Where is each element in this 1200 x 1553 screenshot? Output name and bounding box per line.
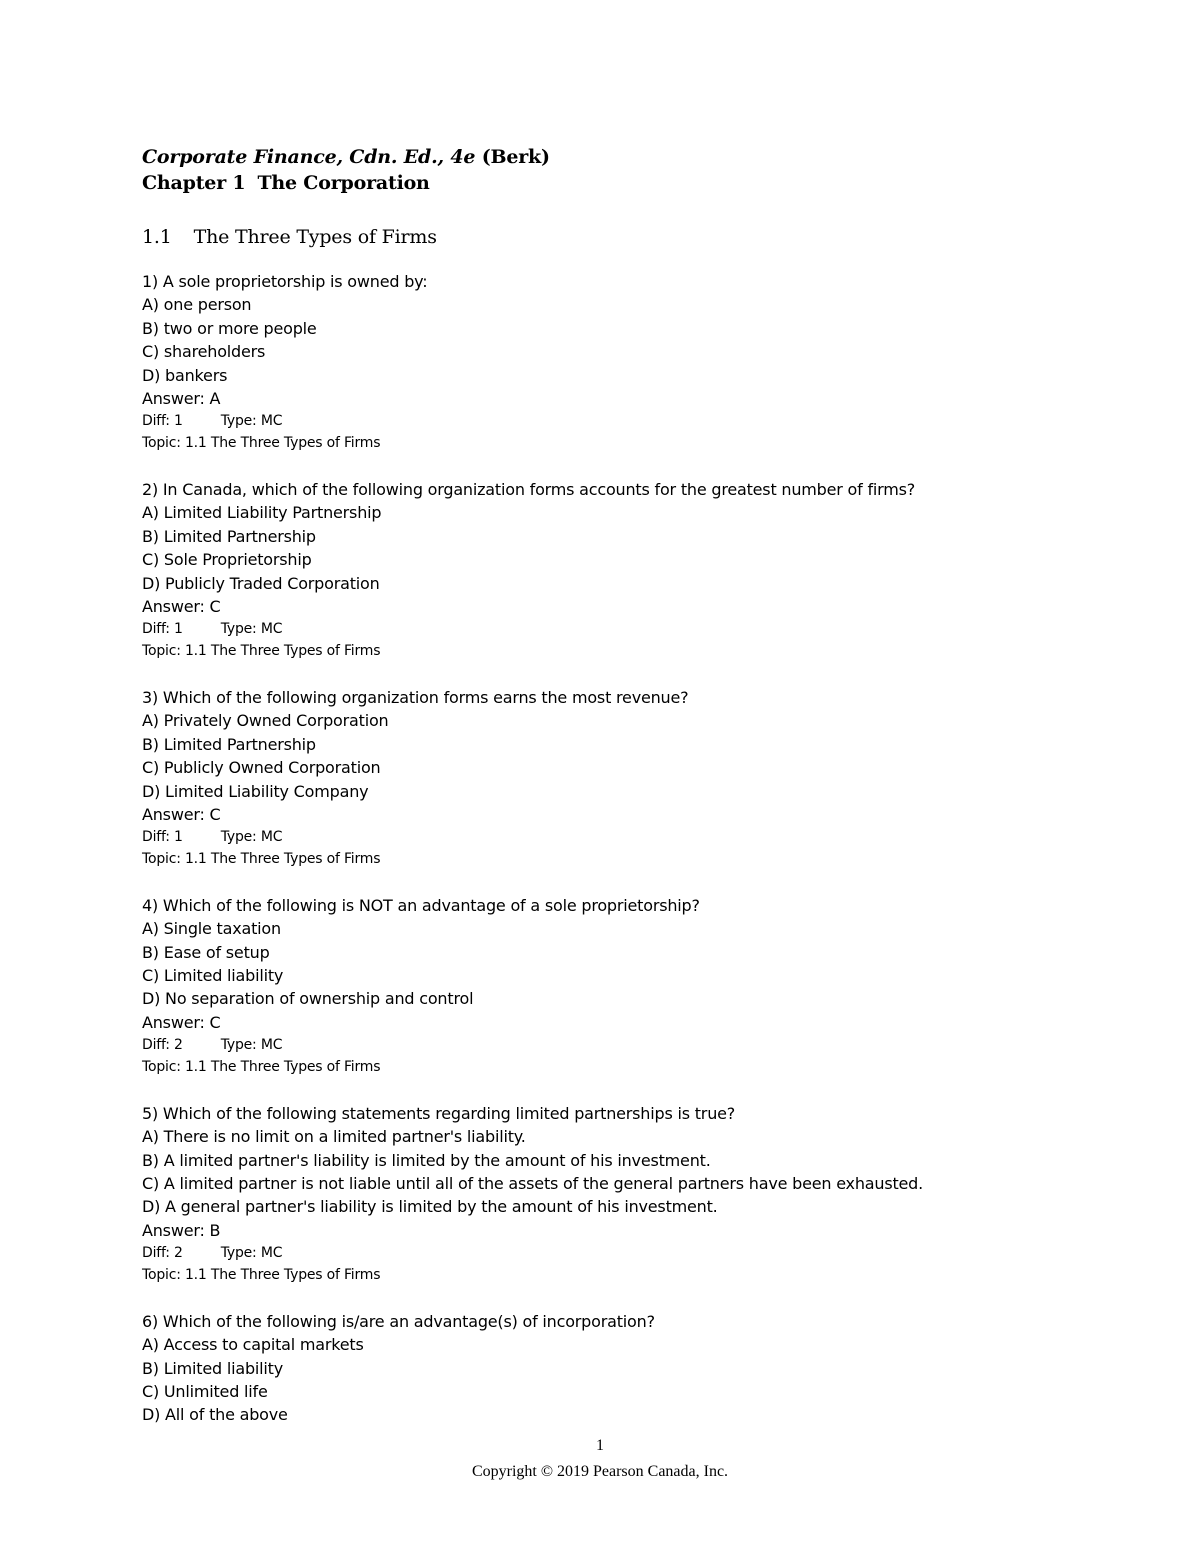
- question-type: Type: MC: [220, 1245, 283, 1262]
- option-c: C) Unlimited life: [142, 1381, 268, 1401]
- question-2: [142, 478, 1062, 662]
- difficulty: Diff: 1: [142, 829, 183, 846]
- topic: Topic: 1.1 The Three Types of Firms: [142, 1267, 381, 1284]
- option-c: C) shareholders: [142, 342, 266, 362]
- question-stem: 4) Which of the following is NOT an advantage of a sole proprietorship?: [142, 895, 700, 915]
- option-a: A) Access to capital markets: [142, 1335, 364, 1355]
- answer: Answer: C: [142, 596, 221, 616]
- option-b: B) Limited liability: [142, 1358, 283, 1378]
- question-type: Type: MC: [220, 413, 283, 430]
- option-c: C) Limited liability: [142, 966, 284, 986]
- answer: Answer: C: [142, 1012, 221, 1032]
- answer: Answer: B: [142, 1220, 221, 1240]
- question-stem: 1) A sole proprietorship is owned by:: [142, 272, 428, 291]
- option-d: D) Publicly Traded Corporation: [142, 573, 380, 593]
- option-d: D) All of the above: [142, 1405, 288, 1425]
- option-d: D) bankers: [142, 365, 228, 385]
- option-c: C) Sole Proprietorship: [142, 550, 312, 570]
- book-title: [142, 144, 1062, 170]
- section-name: The Three Types of Firms: [193, 226, 437, 248]
- option-a: A) There is no limit on a limited partner's liability.: [142, 1127, 526, 1147]
- question-4: [142, 894, 1062, 1078]
- option-d: D) A general partner's liability is limited by the amount of his investment.: [142, 1197, 718, 1217]
- chapter-number: Chapter 1: [142, 172, 246, 194]
- question-type: Type: MC: [220, 621, 283, 638]
- difficulty-type: [142, 1242, 1062, 1264]
- page-number: 1: [596, 1437, 604, 1454]
- chapter-title: [142, 170, 1062, 196]
- topic: Topic: 1.1 The Three Types of Firms: [142, 643, 381, 660]
- difficulty: Diff: 2: [142, 1245, 183, 1262]
- question-type: Type: MC: [220, 1037, 283, 1054]
- topic: Topic: 1.1 The Three Types of Firms: [142, 435, 381, 452]
- section-number: 1.1: [142, 226, 172, 248]
- question-3: [142, 686, 1062, 870]
- book-author: (Berk): [481, 146, 550, 168]
- option-c: C) Publicly Owned Corporation: [142, 758, 381, 778]
- option-b: B) two or more people: [142, 318, 317, 338]
- page-content: [142, 144, 1062, 1427]
- topic: Topic: 1.1 The Three Types of Firms: [142, 851, 381, 868]
- answer: Answer: A: [142, 389, 221, 409]
- question-stem: 2) In Canada, which of the following organization forms accounts for the greatest number of firms?: [142, 479, 916, 499]
- difficulty: Diff: 1: [142, 413, 183, 430]
- topic: Topic: 1.1 The Three Types of Firms: [142, 1059, 381, 1076]
- option-b: B) Limited Partnership: [142, 734, 316, 754]
- difficulty-type: [142, 410, 1062, 432]
- question-stem: 5) Which of the following statements regarding limited partnerships is true?: [142, 1103, 736, 1123]
- difficulty-type: [142, 826, 1062, 848]
- question-stem: 3) Which of the following organization forms earns the most revenue?: [142, 687, 689, 707]
- question-type: Type: MC: [220, 829, 283, 846]
- question-stem: 6) Which of the following is/are an advantage(s) of incorporation?: [142, 1311, 655, 1331]
- option-b: B) Ease of setup: [142, 942, 270, 962]
- option-b: B) A limited partner's liability is limited by the amount of his investment.: [142, 1150, 711, 1170]
- chapter-name: The Corporation: [257, 172, 430, 194]
- answer: Answer: C: [142, 804, 221, 824]
- option-a: A) Privately Owned Corporation: [142, 711, 389, 731]
- option-d: D) No separation of ownership and control: [142, 989, 474, 1009]
- difficulty-type: [142, 618, 1062, 640]
- difficulty: Diff: 2: [142, 1037, 183, 1054]
- section-title: [142, 224, 1062, 250]
- option-c: C) A limited partner is not liable until all of the assets of the general partners have been exhausted.: [142, 1173, 924, 1193]
- option-d: D) Limited Liability Company: [142, 781, 369, 801]
- difficulty-type: [142, 1034, 1062, 1056]
- question-5: [142, 1102, 1062, 1286]
- option-a: A) Limited Liability Partnership: [142, 503, 382, 523]
- question-1: [142, 270, 1062, 454]
- option-a: A) one person: [142, 295, 252, 315]
- difficulty: Diff: 1: [142, 621, 183, 638]
- option-a: A) Single taxation: [142, 919, 281, 939]
- copyright-notice: Copyright © 2019 Pearson Canada, Inc.: [471, 1463, 729, 1480]
- option-b: B) Limited Partnership: [142, 526, 316, 546]
- question-6: [142, 1310, 1062, 1427]
- book-title-italic: Corporate Finance, Cdn. Ed., 4e: [142, 146, 476, 168]
